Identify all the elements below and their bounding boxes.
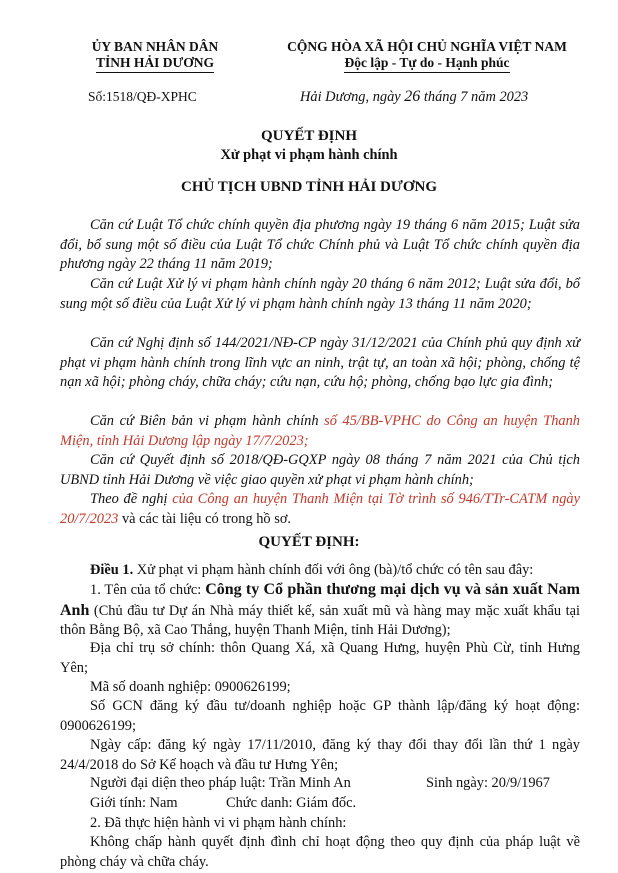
registration-certificate: Số GCN đăng ký đầu tư/doanh nghiệp hoặc GP thành lập/đăng ký hoạt động: 0900626199; bbox=[60, 698, 580, 734]
violation-text: Không chấp hành quyết định đình chỉ hoạt động theo quy định của pháp luật về phòng cháy và chữa cháy. bbox=[60, 834, 580, 870]
legal-ground-3: Căn cứ Nghị định số 144/2021/NĐ-CP ngày 31/12/2021 của Chính phủ quy định xử phạt vi phạm hành chính trong lĩnh vực an ninh, trật tự, an toàn xã hội; phòng, chống tệ nạn xã hội; phòng cháy, chữa cháy; cứu nạn, cứu hộ; phòng, chống bạo lực gia đình; bbox=[60, 335, 580, 390]
document-subtitle: Xử phạt vi phạm hành chính bbox=[220, 147, 398, 163]
enterprise-code: Mã số doanh nghiệp: 0900626199; bbox=[90, 679, 291, 695]
organization-info: 1. Tên của tổ chức: Công ty Cổ phần thương mại dịch vụ và sản xuất Nam Anh (Chủ đầu tư Dự án Nhà máy thiết kế, sản xuất mũ và hàng may mặc xuất khẩu tại thôn Bằng Bộ, xã Cao Thắng, huyện Thanh Miện, tỉnh Hải Dương); bbox=[60, 581, 580, 638]
inspection-record-ref: số 45/BB-VPHC do Công an huyện Thanh Miện, tỉnh Hải Dương lập ngày 17/7/2023; bbox=[60, 413, 580, 449]
decision-heading: QUYẾT ĐỊNH: bbox=[258, 534, 360, 550]
representative-gender: Giới tính: Nam bbox=[90, 795, 178, 811]
authority-line-1: ỦY BAN NHÂN DÂN bbox=[91, 39, 219, 54]
registration-date: Ngày cấp: đăng ký ngày 17/11/2010, đăng ký thay đổi thay đổi lần thứ 1 ngày 24/4/2018 do Sở Kế hoạch và đầu tư Hưng Yên; bbox=[60, 737, 580, 773]
issuing-authority bbox=[55, 39, 255, 73]
article-1: Điều 1. Xử phạt vi phạm hành chính đối với ông (bà)/tổ chức có tên sau đây: bbox=[90, 562, 534, 578]
proposal-ref: của Công an huyện Thanh Miện tại Tờ trình số 946/TTr-CATM ngày 20/7/2023 bbox=[60, 491, 580, 527]
national-motto bbox=[262, 39, 592, 73]
nation-title: CỘNG HÒA XÃ HỘI CHỦ NGHĨA VIỆT NAM bbox=[287, 39, 567, 54]
representative-dob: Sinh ngày: 20/9/1967 bbox=[426, 775, 550, 791]
authority-line-2: TỈNH HẢI DƯƠNG bbox=[55, 55, 255, 73]
issue-date: Hải Dương, ngày 26 tháng 7 năm 2023 bbox=[300, 88, 529, 105]
legal-ground-6: Theo đề nghị của Công an huyện Thanh Miện tại Tờ trình số 946/TTr-CATM ngày 20/7/2023 và các tài liệu có trong hồ sơ. bbox=[60, 491, 580, 527]
legal-representative: Người đại diện theo pháp luật: Trần Minh An bbox=[90, 775, 351, 791]
legal-ground-1: Căn cứ Luật Tổ chức chính quyền địa phương ngày 19 tháng 6 năm 2015; Luật sửa đổi, bổ sung một số điều của Luật Tổ chức Chính phủ và Luật Tổ chức chính quyền địa phương ngày 22 tháng 11 năm 2019; bbox=[60, 217, 580, 272]
legal-ground-4: Căn cứ Biên bản vi phạm hành chính số 45/BB-VPHC do Công an huyện Thanh Miện, tỉnh Hải Dương lập ngày 17/7/2023; bbox=[60, 413, 580, 449]
authority-heading: CHỦ TỊCH UBND TỈNH HẢI DƯƠNG bbox=[180, 179, 437, 195]
legal-ground-2: Căn cứ Luật Xử lý vi phạm hành chính ngày 20 tháng 6 năm 2012; Luật sửa đổi, bổ sung một số điều của Luật Xử lý vi phạm hành chính ngày 13 tháng 11 năm 2020; bbox=[60, 276, 580, 312]
document-number: Số:1518/QĐ-XPHC bbox=[88, 89, 197, 104]
representative-position: Chức danh: Giám đốc. bbox=[226, 795, 357, 811]
document-title: QUYẾT ĐỊNH bbox=[261, 128, 357, 144]
violation-label: 2. Đã thực hiện hành vi vi phạm hành chính: bbox=[90, 815, 347, 831]
legal-ground-5: Căn cứ Quyết định số 2018/QĐ-GQXP ngày 08 tháng 7 năm 2021 của Chủ tịch UBND tỉnh Hải Dương về việc giao quyền xử phạt vi phạm hành chính; bbox=[60, 452, 580, 488]
nation-motto: Độc lập - Tự do - Hạnh phúc bbox=[262, 55, 592, 73]
issue-day: 26 bbox=[404, 88, 421, 105]
organization-name: Công ty Cổ phần thương mại dịch vụ và sản xuất Nam Anh bbox=[60, 581, 580, 619]
organization-address: Địa chỉ trụ sở chính: thôn Quang Xá, xã Quang Hưng, huyện Phù Cừ, tỉnh Hưng Yên; bbox=[60, 640, 580, 676]
